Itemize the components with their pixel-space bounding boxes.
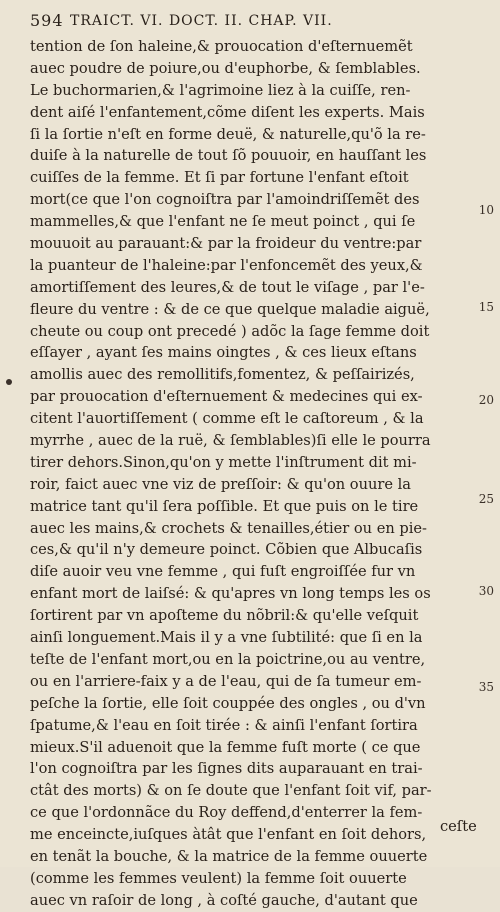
- margin-dot: [6, 379, 12, 385]
- text-line: la puanteur de l'haleine:par l'enfoncemẽt des yeux,&: [30, 256, 423, 274]
- text-line: Le buchormarien,& l'agrimoine liez à la cuiſſe, ren-: [30, 81, 411, 99]
- text-line: matrice tant qu'il ſera poſſible. Et que puis on le tire: [30, 497, 419, 515]
- text-line: ces,& qu'il n'y demeure poinct. Cõbien que Albucaſis: [30, 541, 423, 559]
- text-line: duiſe à la naturelle de tout ſõ pouuoir, en hauſſant les: [30, 147, 427, 165]
- text-line: mort(ce que l'on cognoiſtra par l'amoindriſſemẽt des: [30, 191, 420, 209]
- text-line: ainſi longuement.Mais il y a vne ſubtilité: que ſi en la: [30, 629, 423, 647]
- text-line: dent aiſé l'enfantement,cõme diſent les experts. Mais: [30, 103, 425, 121]
- text-line: ou en l'arriere-faix y a de l'eau, qui de ſa tumeur em-: [30, 672, 422, 690]
- margin-number-15: 15: [478, 300, 494, 314]
- running-title: TRAICT. VI. DOCT. II. CHAP. VII.: [70, 13, 333, 29]
- text-line: amortiſſement des leures,& de tout le viſage , par l'e-: [30, 278, 425, 296]
- text-line: mieux.S'il aduenoit que la femme fuſt morte ( ce que: [30, 738, 421, 756]
- text-line: cheute ou coup ont precedé ) adõc la ſage femme doit: [30, 322, 430, 340]
- text-line: mouuoit au parauant:& par la froideur du ventre:par: [30, 235, 422, 253]
- margin-number-35: 35: [478, 680, 494, 694]
- text-line: ſortirent par vn apoſteme du nõbril:& qu'elle veſquit: [30, 607, 419, 625]
- text-line: ce que l'ordonnãce du Roy deffend,d'enterrer la fem-: [30, 804, 423, 822]
- margin-number-25: 25: [478, 492, 494, 506]
- text-line: en tenãt la bouche, & la matrice de la femme ouuerte: [30, 847, 428, 865]
- running-head: [30, 10, 490, 32]
- margin-number-30: 30: [478, 584, 494, 598]
- text-line: ctât des morts) & on ſe doute que l'enfant ſoit vif, par-: [30, 782, 432, 800]
- text-line: amollis auec des remollitifs,fomentez, & peſſairizés,: [30, 366, 415, 384]
- text-line: ſi la ſortie n'eſt en forme deuë, & naturelle,qu'õ la re-: [30, 125, 426, 143]
- text-line: diſe auoir veu vne femme , qui fuſt engroiſſée fur vn: [30, 563, 416, 581]
- text-line: l'on cognoiſtra par les ſignes dits auparauant en trai-: [30, 760, 423, 778]
- text-line: mammelles,& que l'enfant ne ſe meut poinct , qui ſe: [30, 213, 416, 231]
- margin-number-10: 10: [478, 203, 494, 217]
- text-line: auec vn raſoir de long , à coſté gauche, d'autant que: [30, 891, 418, 909]
- catchword: ceſte: [440, 818, 477, 835]
- text-line: enfant mort de laiſsé: & qu'apres vn long temps les os: [30, 585, 431, 603]
- text-line: peſche la ſortie, elle ſoit couppée des ongles , ou d'vn: [30, 694, 426, 712]
- text-line: eſſayer , ayant ſes mains oingtes , & ces lieux eſtans: [30, 344, 417, 362]
- text-line: auec les mains,& crochets & tenailles,étier ou en pie-: [30, 519, 427, 537]
- body-text: [30, 36, 470, 912]
- text-line: tirer dehors.Sinon,qu'on y mette l'inſtrument dit mi-: [30, 453, 417, 471]
- text-line: teſte de l'enfant mort,ou en la poictrine,ou au ventre,: [30, 650, 426, 668]
- text-line: fleure du ventre : & de ce que quelque maladie aiguë,: [30, 300, 430, 318]
- text-line: citent l'auortiſſement ( comme eſt le caſtoreum , & la: [30, 410, 424, 428]
- text-line: myrrhe , auec de la ruë, & ſemblables)ſi elle le pourra: [30, 432, 431, 450]
- text-line: me enceincte,iuſques àtât que l'enfant en ſoit dehors,: [30, 826, 427, 844]
- text-line: roir, faict auec vne viz de preſſoir: & qu'on ouure la: [30, 475, 412, 493]
- text-line: (comme les femmes veulent) la femme ſoit ouuerte: [30, 869, 407, 887]
- margin-number-20: 20: [478, 393, 494, 407]
- page-number: 594: [30, 11, 64, 30]
- text-line: ſpatume,& l'eau en ſoit tirée : & ainſi l'enfant ſortira: [30, 716, 418, 734]
- text-line: tention de ſon haleine,& prouocation d'eſternuemẽt: [30, 38, 413, 55]
- text-line: cuiſſes de la femme. Et ſi par fortune l'enfant eſtoit: [30, 169, 409, 187]
- text-line: par prouocation d'eſternuement & medecines qui ex-: [30, 388, 423, 406]
- text-line: auec poudre de poiure,ou d'euphorbe, & ſemblables.: [30, 59, 421, 77]
